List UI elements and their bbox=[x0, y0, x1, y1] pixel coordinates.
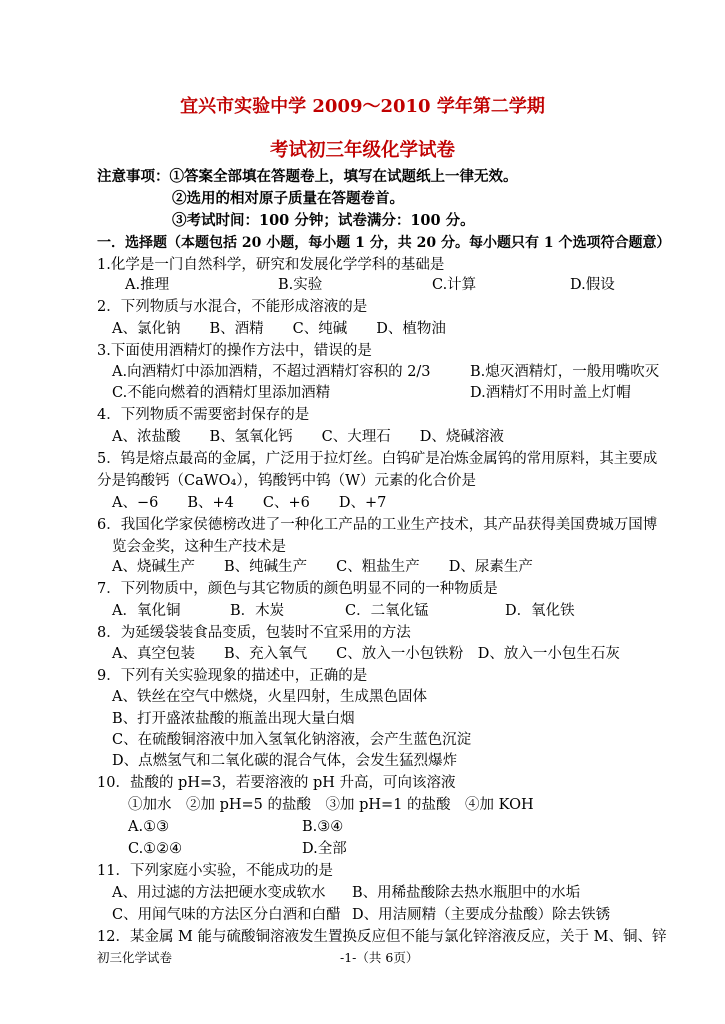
q10-stem: 10．盐酸的 pH=3，若要溶液的 pH 升高，可向该溶液 bbox=[97, 775, 456, 791]
q3-option-b: B.熄灭酒精灯，一般用嘴吹灭 bbox=[470, 364, 660, 380]
q8-options: A、真空包装 B、充入氧气 C、放入一小包铁粉 D、放入一小包生石灰 bbox=[112, 646, 620, 662]
q10-option-d: D.全部 bbox=[302, 841, 347, 857]
q5-stem-cont: 分是钨酸钙（CaWO₄），钨酸钙中钨（W）元素的化合价是 bbox=[97, 473, 476, 489]
q9-option-b: B、打开盛浓盐酸的瓶盖出现大量白烟 bbox=[112, 711, 355, 727]
q2-options: A、氯化钠 B、酒精 C、纯碱 D、植物油 bbox=[112, 321, 446, 337]
footer-page-number: -1-（共 6页） bbox=[340, 950, 419, 965]
q4-options: A、浓盐酸 B、氢氧化钙 C、大理石 D、烧碱溶液 bbox=[112, 429, 504, 445]
q3-option-c: C.不能向燃着的酒精灯里添加酒精 bbox=[112, 385, 331, 401]
q10-option-b: B.③④ bbox=[302, 819, 344, 835]
q10-option-a: A.①③ bbox=[128, 819, 170, 835]
q5-stem: 5．钨是熔点最高的金属，广泛用于拉灯丝。白钨矿是冶炼金属钨的常用原料，其主要成 bbox=[97, 451, 658, 467]
q7-stem: 7．下列物质中，颜色与其它物质的颜色明显不同的一种物质是 bbox=[97, 581, 498, 597]
q6-options: A、烧碱生产 B、纯碱生产 C、粗盐生产 D、尿素生产 bbox=[112, 559, 533, 575]
q9-option-a: A、铁丝在空气中燃烧，火星四射，生成黑色固体 bbox=[112, 689, 427, 705]
exam-title-line-1: 宜兴市实验中学 2009～2010 学年第二学期 bbox=[180, 96, 545, 117]
q1-option-a: A.推理 bbox=[125, 277, 170, 293]
q6-stem-cont: 览会金奖，这种生产技术是 bbox=[112, 539, 286, 555]
q10-items: ①加水 ②加 pH=5 的盐酸 ③加 pH=1 的盐酸 ④加 KOH bbox=[128, 797, 534, 813]
q7-option-c: C．二氧化锰 bbox=[345, 603, 429, 619]
q8-stem: 8．为延缓袋装食品变质，包装时不宜采用的方法 bbox=[97, 625, 411, 641]
q10-option-c: C.①②④ bbox=[128, 841, 183, 857]
q9-option-d: D、点燃氢气和二氧化碳的混合气体，会发生猛烈爆炸 bbox=[112, 753, 458, 769]
q11-option-c: C、用闻气味的方法区分白酒和白醋 bbox=[112, 907, 341, 923]
q7-option-b: B．木炭 bbox=[230, 603, 285, 619]
q6-stem: 6．我国化学家侯德榜改进了一种化工产品的工业生产技术，其产品获得美国费城万国博 bbox=[97, 517, 658, 533]
q1-option-c: C.计算 bbox=[432, 277, 477, 293]
notes-line-3: ③考试时间：100 分钟；试卷满分：100 分。 bbox=[172, 212, 475, 229]
q9-option-c: C、在硫酸铜溶液中加入氢氧化钠溶液，会产生蓝色沉淀 bbox=[112, 732, 472, 748]
q7-option-d: D．氧化铁 bbox=[505, 603, 575, 619]
q11-option-d: D、用洁厕精（主要成分盐酸）除去铁锈 bbox=[352, 907, 611, 923]
footer-doc-name: 初三化学试卷 bbox=[97, 950, 173, 965]
q4-stem: 4．下列物质不需要密封保存的是 bbox=[97, 407, 310, 423]
q12-stem: 12．某金属 M 能与硫酸铜溶液发生置换反应但不能与氯化锌溶液反应，关于 M、铜、锌 bbox=[97, 929, 667, 945]
q1-option-d: D.假设 bbox=[570, 277, 615, 293]
notes-line-1: 注意事项：①答案全部填在答题卷上，填写在试题纸上一律无效。 bbox=[97, 168, 518, 185]
q3-stem: 3.下面使用酒精灯的操作方法中，错误的是 bbox=[97, 343, 372, 359]
q1-option-b: B.实验 bbox=[278, 277, 323, 293]
q3-option-d: D.酒精灯不用时盖上灯帽 bbox=[470, 385, 631, 401]
q3-option-a: A.向酒精灯中添加酒精，不超过酒精灯容积的 2/3 bbox=[112, 364, 431, 380]
exam-title-line-2: 考试初三年级化学试卷 bbox=[269, 140, 455, 161]
q7-option-a: A．氧化铜 bbox=[112, 603, 181, 619]
q11-option-b: B、用稀盐酸除去热水瓶胆中的水垢 bbox=[352, 885, 581, 901]
section-heading: 一．选择题（本题包括 20 小题，每小题 1 分，共 20 分。每小题只有 1 个选项符合题意） bbox=[97, 235, 671, 251]
notes-line-2: ②选用的相对原子质量在答题卷首。 bbox=[172, 190, 404, 207]
q1-stem: 1.化学是一门自然科学，研究和发展化学学科的基础是 bbox=[97, 257, 445, 273]
q11-option-a: A、用过滤的方法把硬水变成软水 bbox=[112, 885, 326, 901]
q2-stem: 2．下列物质与水混合，不能形成溶液的是 bbox=[97, 299, 368, 315]
q5-options: A、−6 B、+4 C、+6 D、+7 bbox=[112, 495, 387, 511]
q11-stem: 11．下列家庭小实验，不能成功的是 bbox=[97, 863, 333, 879]
q9-stem: 9．下列有关实验现象的描述中，正确的是 bbox=[97, 668, 368, 684]
